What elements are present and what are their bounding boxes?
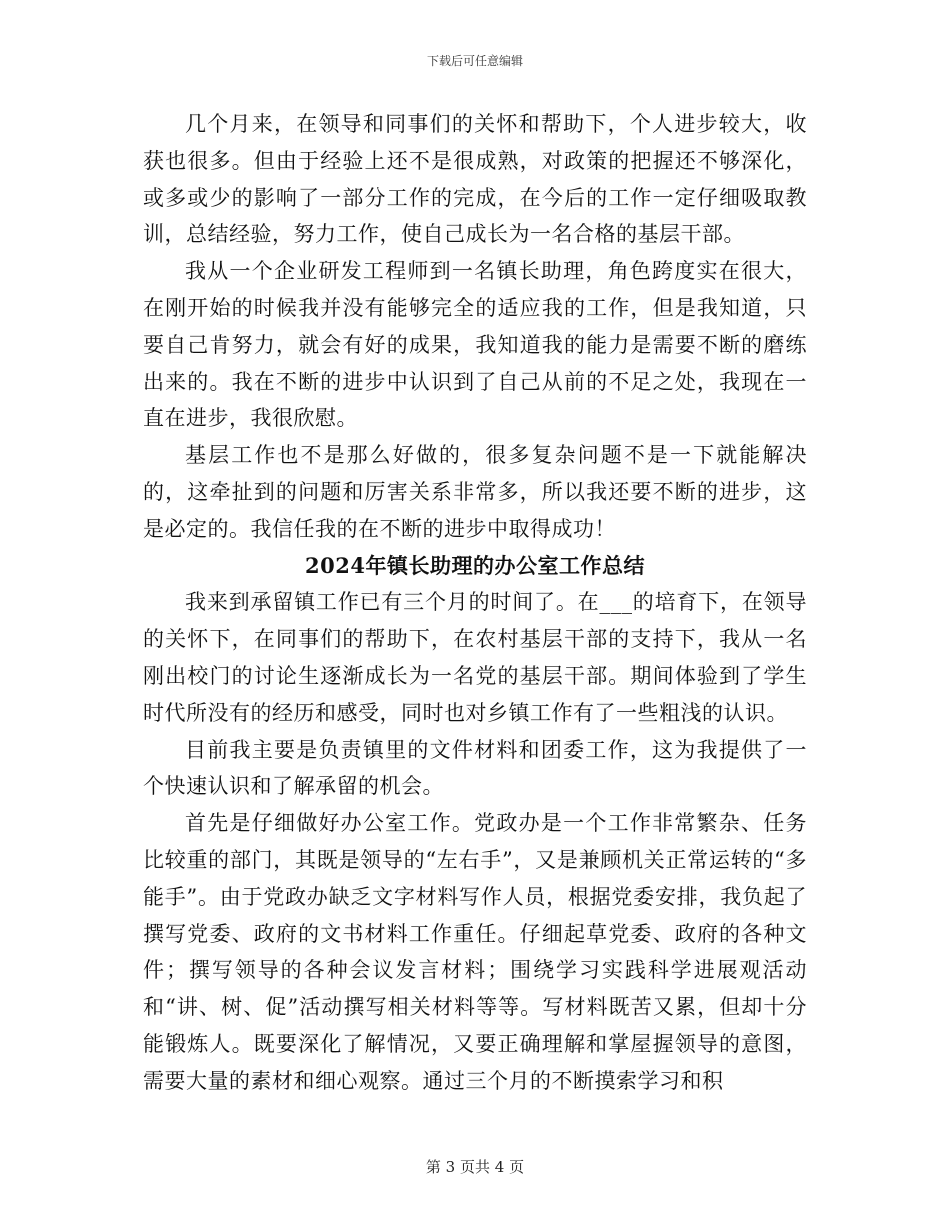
section-title: 2024年镇长助理的办公室工作总结 [305, 552, 645, 578]
paragraph: 几个月来，在领导和同事们的关怀和帮助下，个人进步较大，收获也很多。但由于经验上还不是很成熟，对政策的把握还不够深化，或多或少的影响了一部分工作的完成，在今后的工作一定仔细吸取教训，总结经验，努力工作，使自己成长为一名合格的基层干部。 [143, 112, 807, 247]
page-header-note: 下载后可任意编辑 [426, 54, 523, 68]
paragraph: 首先是仔细做好办公室工作。党政办是一个工作非常繁杂、任务比较重的部门，其既是领导的“左右手”，又是兼顾机关正常运转的“多能手”。由于党政办缺乏文字材料写作人员，根据党委安排，我负起了撰写党委、政府的文书材料工作重任。仔细起草党委、政府的各种文件；撰写领导的各种会议发言材料；围绕学习实践科学进展观活动和“讲、树、促”活动撰写相关材料等等。写材料既苦又累，但却十分能锻炼人。既要深化了解情况，又要正确理解和掌屋握领导的意图，需要大量的素材和细心观察。通过三个月的不断摸索学习和积 [143, 811, 807, 1093]
document-body [143, 106, 807, 1100]
paragraph: 基层工作也不是那么好做的，很多复杂问题不是一下就能解决的，这牵扯到的问题和厉害关系非常多，所以我还要不断的进步，这是必定的。我信任我的在不断的进步中取得成功！ [143, 443, 807, 541]
page-number-footer: 第 3 页共 4 页 [425, 1158, 525, 1176]
paragraph: 目前我主要是负责镇里的文件材料和团委工作，这为我提供了一个快速认识和了解承留的机会。 [143, 737, 807, 799]
paragraph: 我来到承留镇工作已有三个月的时间了。在___的培育下，在领导的关怀下，在同事们的帮助下，在农村基层干部的支持下，我从一名刚出校门的讨论生逐渐成长为一名党的基层干部。期间体验到了学生时代所没有的经历和感受，同时也对乡镇工作有了一些粗浅的认识。 [143, 590, 807, 725]
paragraph: 我从一个企业研发工程师到一名镇长助理，角色跨度实在很大，在刚开始的时候我并没有能够完全的适应我的工作，但是我知道，只要自己肯努力，就会有好的成果，我知道我的能力是需要不断的磨练出来的。我在不断的进步中认识到了自己从前的不足之处，我现在一直在进步，我很欣慰。 [143, 259, 807, 431]
